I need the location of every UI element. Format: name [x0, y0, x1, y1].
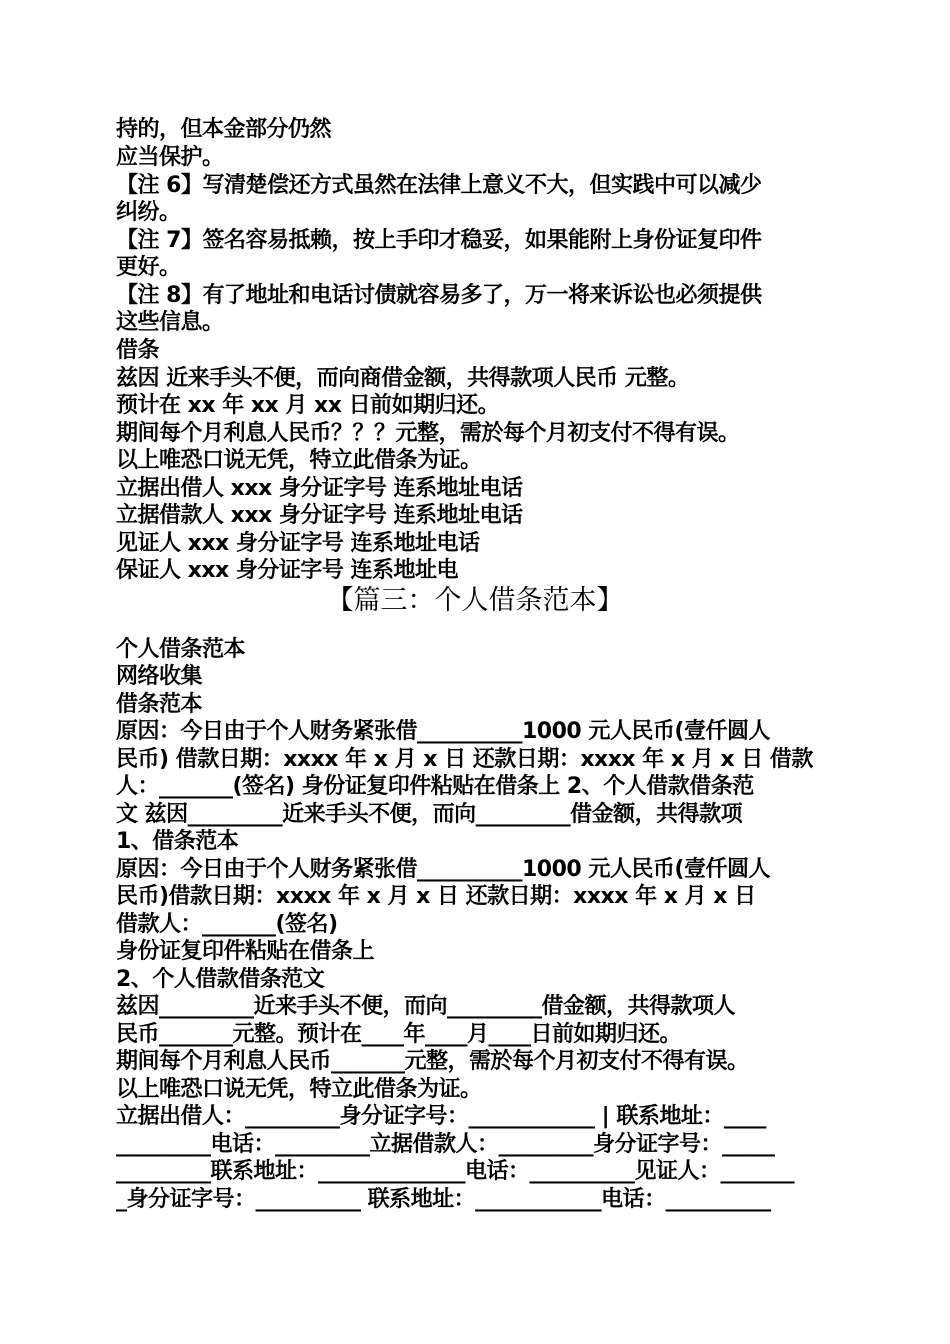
- text-line: 民币) 借款日期：xxxx 年 x 月 x 日 还款日期：xxxx 年 x 月 x 日 借款: [116, 747, 813, 772]
- text-line: 原因：今日由于个人财务紧张借__________1000 元人民币(壹仟圆人: [116, 719, 770, 744]
- text-line: 立据出借人：_________身分证字号：____________ | 联系地址：____: [116, 1104, 766, 1129]
- text-line: _________电话：_________立据借款人：_________身分证字号：_____: [116, 1132, 775, 1157]
- text-line: 民币)借款日期：xxxx 年 x 月 x 日 还款日期：xxxx 年 x 月 x 日: [116, 884, 756, 909]
- text-line: 个人借条范本: [116, 637, 246, 662]
- text-line: 原因：今日由于个人财务紧张借__________1000 元人民币(壹仟圆人: [116, 857, 770, 882]
- section-heading: 【篇三：个人借条范本】: [326, 585, 624, 616]
- text-line: 以上唯恐口说无凭，特立此借条为证。: [116, 1077, 482, 1102]
- text-line: 以上唯恐口说无凭，特立此借条为证。: [116, 448, 482, 473]
- text-line: 借条: [116, 338, 160, 363]
- text-line: 纠纷。: [116, 200, 181, 225]
- text-line: _身分证字号：__________ 联系地址：____________电话：__________: [116, 1187, 771, 1212]
- text-line: 期间每个月利息人民币_______元整，需於每个月初支付不得有误。: [116, 1049, 749, 1074]
- text-line: 这些信息。: [116, 310, 224, 335]
- text-line: 【注 6】写清楚偿还方式虽然在法律上意义不大，但实践中可以减少: [116, 173, 762, 198]
- text-line: 兹因_________近来手头不便，而向_________借金额，共得款项人: [116, 994, 736, 1019]
- text-line: 文 兹因_________近来手头不便，而向_________借金额，共得款项: [116, 802, 743, 827]
- text-line: 兹因 近来手头不便，而向商借金额，共得款项人民币 元整。: [116, 366, 690, 391]
- text-line: 【注 8】有了地址和电话讨债就容易多了，万一将来诉讼也必须提供: [116, 283, 762, 308]
- text-line: 立据出借人 xxx 身分证字号 连系地址电话: [116, 476, 523, 501]
- text-line: 保证人 xxx 身分证字号 连系地址电: [116, 558, 459, 583]
- text-line: 借款人：_______(签名): [116, 912, 338, 937]
- text-line: 网络收集: [116, 664, 203, 689]
- text-line: 民币_______元整。预计在____年____月____日前如期归还。: [116, 1022, 682, 1047]
- text-line: 期间每个月利息人民币？？？元整，需於每个月初支付不得有误。: [116, 421, 740, 446]
- text-line: 预计在 xx 年 xx 月 xx 日前如期归还。: [116, 393, 500, 418]
- text-line: 【注 7】签名容易抵赖，按上手印才稳妥，如果能附上身份证复印件: [116, 228, 762, 253]
- text-line: 应当保护。: [116, 145, 224, 170]
- text-line: 2、个人借款借条范文: [116, 967, 325, 992]
- text-line: 更好。: [116, 255, 181, 280]
- text-line: _________联系地址：______________电话：__________见证人：_______: [116, 1159, 795, 1184]
- text-line: 立据借款人 xxx 身分证字号 连系地址电话: [116, 503, 523, 528]
- text-line: 持的，但本金部分仍然: [116, 117, 332, 142]
- text-line: 身份证复印件粘贴在借条上: [116, 939, 375, 964]
- text-line: 人：_______(签名) 身份证复印件粘贴在借条上 2、个人借款借条范: [116, 774, 754, 799]
- text-line: 1、借条范本: [116, 829, 239, 854]
- text-line: 见证人 xxx 身分证字号 连系地址电话: [116, 531, 480, 556]
- text-line: 借条范本: [116, 692, 203, 717]
